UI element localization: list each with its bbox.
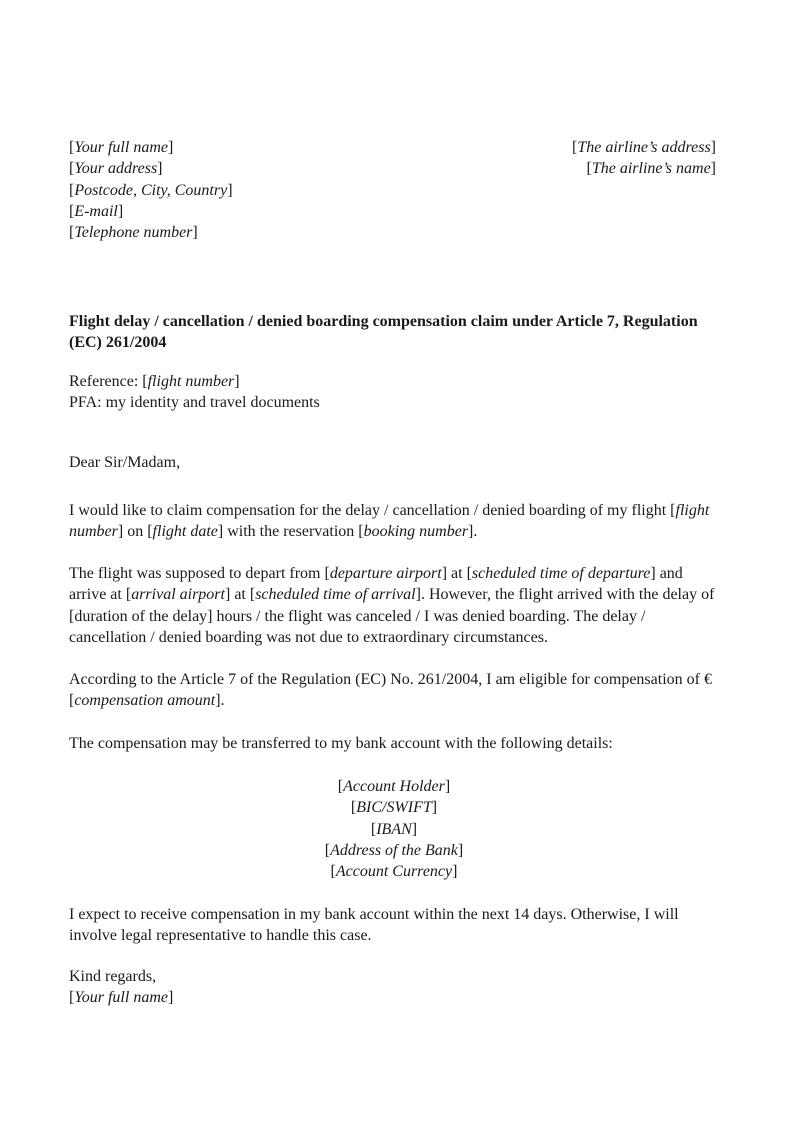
bank-details-block: [69, 776, 719, 882]
text-segment: ]: [234, 373, 240, 390]
airline-name: [572, 158, 716, 179]
placeholder-text: scheduled time of arrival: [255, 586, 416, 604]
text-segment: ].: [215, 692, 225, 710]
text-segment: ]. However, the flight arrived with the delay of [duration of the delay] hours / the flight was canceled / I was denied boarding. The delay / cancellation / denied boarding was not due to extraordinary circumstances.: [69, 586, 715, 646]
subject-line: [69, 311, 719, 354]
text-segment: ] on [: [117, 523, 153, 541]
bank-account-holder: [69, 776, 719, 797]
text-segment: [: [69, 160, 75, 178]
text-segment: [: [69, 202, 75, 220]
text-segment: ]: [710, 160, 716, 178]
bank-iban: [69, 819, 719, 840]
reference-block: [69, 371, 719, 414]
placeholder-text: The airline’s address: [577, 139, 711, 156]
placeholder-text: flight number: [147, 373, 235, 390]
text-segment: ]: [411, 820, 418, 838]
text-segment: ]: [117, 202, 124, 220]
sender-address-block: [69, 137, 469, 243]
text-segment: ]: [157, 160, 163, 178]
bank-bic-swift: [69, 797, 719, 818]
placeholder-text: Telephone number: [74, 224, 193, 242]
text-segment: ] and arrive at [: [69, 565, 683, 604]
text-segment: ]: [710, 139, 716, 156]
placeholder-text: Account Currency: [335, 863, 453, 881]
text-segment: [: [572, 139, 578, 156]
paragraph-compensation-eligibility: [69, 669, 719, 712]
paragraph-deadline: I expect to receive compensation in my bank account within the next 14 days. Otherwise, I will involve legal representative to handle this case.: [69, 906, 679, 945]
text-segment: ] at [: [224, 586, 256, 604]
sender-postcode-city-country: [69, 180, 469, 201]
placeholder-text: Your address: [74, 160, 158, 178]
placeholder-text: compensation amount: [74, 692, 216, 710]
placeholder-text: flight date: [152, 523, 218, 541]
text-segment: [: [586, 160, 592, 178]
text-segment: ]: [452, 863, 458, 881]
text-segment: [: [324, 841, 331, 859]
reference-line: [69, 371, 719, 392]
placeholder-text: E-mail: [74, 202, 118, 220]
text-segment: ]: [431, 799, 438, 817]
sender-telephone: [69, 222, 469, 243]
placeholder-text: arrival airport: [131, 586, 225, 604]
text-segment: ].: [468, 523, 478, 541]
placeholder-text: IBAN: [376, 820, 412, 838]
text-segment: ] at [: [441, 565, 472, 582]
text-segment: The flight was supposed to depart from [: [69, 565, 330, 582]
closing-block: [69, 966, 719, 1009]
pfa-line: PFA: my identity and travel documents: [69, 394, 320, 412]
paragraph-flight-details: [69, 563, 719, 648]
text-segment: Reference: [: [69, 373, 148, 390]
sender-address: [69, 158, 469, 179]
text-segment: ]: [167, 989, 174, 1007]
placeholder-text: scheduled time of departure: [471, 565, 651, 582]
paragraph-claim-intro: [69, 500, 719, 543]
paragraph-bank-transfer-intro: The compensation may be transferred to my bank account with the following details:: [69, 735, 613, 752]
placeholder-text: departure airport: [329, 565, 442, 582]
bank-address: [69, 840, 719, 861]
text-segment: [: [69, 139, 75, 156]
closing-signature: [69, 987, 719, 1008]
placeholder-text: Postcode, City, Country: [74, 181, 228, 199]
text-segment: [: [69, 224, 75, 242]
text-segment: Flight delay / cancellation / denied boarding compensation claim under Article 7, Regulation (EC) 261/2004: [69, 313, 698, 352]
text-segment: ] with the reservation [: [217, 523, 364, 541]
sender-full-name: [69, 137, 469, 158]
airline-address: [572, 137, 716, 158]
placeholder-text: Account Holder: [343, 778, 445, 795]
text-segment: [: [350, 799, 357, 817]
text-segment: [: [69, 989, 75, 1007]
placeholder-text: booking number: [363, 523, 469, 541]
sender-email: [69, 201, 469, 222]
placeholder-text: Address of the Bank: [330, 841, 458, 859]
placeholder-text: flight number: [69, 502, 710, 541]
bank-account-currency: [69, 861, 719, 882]
text-segment: ]: [192, 224, 198, 242]
placeholder-text: Your full name: [74, 989, 168, 1007]
text-segment: [: [337, 778, 344, 795]
recipient-address-block: [572, 137, 716, 180]
closing-regards: Kind regards,: [69, 968, 157, 985]
placeholder-text: Your full name: [74, 139, 168, 156]
salutation: Dear Sir/Madam,: [69, 454, 181, 471]
text-segment: [: [370, 820, 377, 838]
text-segment: ]: [444, 778, 451, 795]
text-segment: ]: [167, 139, 174, 156]
text-segment: ]: [457, 841, 464, 859]
text-segment: According to the Article 7 of the Regulation (EC) No. 261/2004, I am eligible for compensation of €[: [69, 671, 712, 710]
text-segment: [: [330, 863, 336, 881]
text-segment: ]: [227, 181, 233, 199]
placeholder-text: BIC/SWIFT: [356, 799, 432, 817]
text-segment: I would like to claim compensation for the delay / cancellation / denied boarding of my flight [: [69, 502, 676, 519]
placeholder-text: The airline’s name: [591, 160, 711, 178]
text-segment: [: [69, 181, 75, 199]
